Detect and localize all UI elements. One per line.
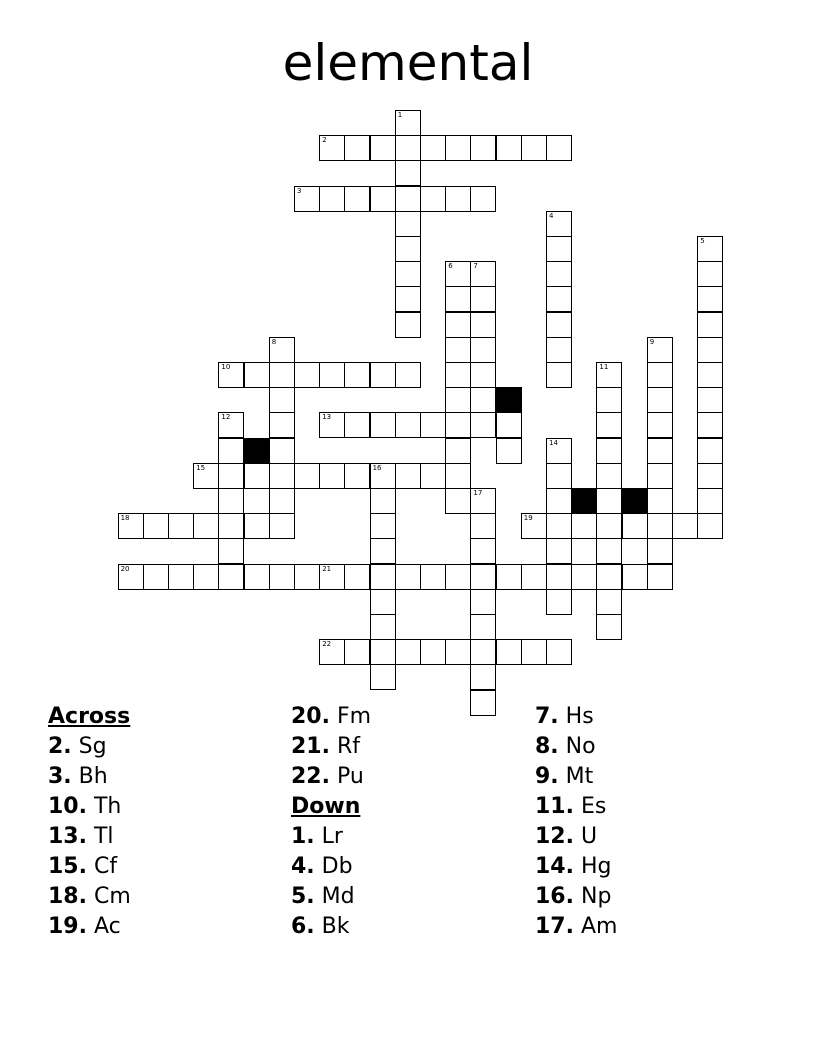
- grid-cell[interactable]: [269, 564, 295, 590]
- grid-cell[interactable]: [470, 564, 496, 590]
- grid-cell[interactable]: [697, 312, 723, 338]
- grid-cell[interactable]: [269, 412, 295, 438]
- grid-cell[interactable]: [193, 564, 219, 590]
- grid-cell[interactable]: [470, 639, 496, 665]
- clue-column-2: [291, 702, 521, 942]
- grid-cell[interactable]: [344, 135, 370, 161]
- grid-cell[interactable]: [395, 312, 421, 338]
- clue-text: Fm: [336, 704, 372, 729]
- grid-cell[interactable]: [596, 513, 622, 539]
- grid-cell[interactable]: [697, 412, 723, 438]
- grid-cell[interactable]: [420, 463, 446, 489]
- grid-cell[interactable]: [470, 261, 496, 287]
- grid-cell[interactable]: [445, 488, 471, 514]
- grid-cell[interactable]: [496, 135, 522, 161]
- clue-number: 6.: [291, 914, 315, 939]
- grid-cell[interactable]: [370, 664, 396, 690]
- grid-cell[interactable]: [370, 135, 396, 161]
- grid-cell[interactable]: [697, 488, 723, 514]
- clue-text: Am: [580, 914, 618, 939]
- grid-cell[interactable]: [470, 186, 496, 212]
- grid-cell[interactable]: [697, 463, 723, 489]
- grid-cell[interactable]: [420, 639, 446, 665]
- grid-cell[interactable]: [445, 438, 471, 464]
- clue-text: Hg: [580, 854, 612, 879]
- grid-cell[interactable]: [470, 312, 496, 338]
- grid-cell[interactable]: [697, 362, 723, 388]
- clue-number: 19.: [48, 914, 87, 939]
- grid-cell[interactable]: [496, 564, 522, 590]
- clue-number: 12.: [535, 824, 574, 849]
- clue-text: Db: [321, 854, 353, 879]
- clue-number-label: 8: [271, 337, 277, 346]
- clue-text: Sg: [78, 734, 107, 759]
- grid-cell[interactable]: [269, 387, 295, 413]
- grid-cell[interactable]: [647, 362, 673, 388]
- grid-cell[interactable]: [546, 211, 572, 237]
- grid-cell[interactable]: [244, 362, 270, 388]
- grid-cell[interactable]: [319, 135, 345, 161]
- grid-cell[interactable]: [546, 438, 572, 464]
- clue-text: Es: [580, 794, 607, 819]
- clue-number: 1.: [291, 824, 315, 849]
- clue-number-label: 13: [322, 413, 332, 422]
- grid-cell[interactable]: [218, 538, 244, 564]
- grid-cell[interactable]: [596, 438, 622, 464]
- block-cell: [244, 438, 270, 464]
- clue-number: 3.: [48, 764, 72, 789]
- block-cell: [496, 387, 522, 413]
- grid-cell[interactable]: [647, 438, 673, 464]
- grid-cell[interactable]: [647, 337, 673, 363]
- grid-cell[interactable]: [470, 614, 496, 640]
- grid-cell[interactable]: [319, 463, 345, 489]
- grid-cell[interactable]: [218, 488, 244, 514]
- grid-cell[interactable]: [395, 160, 421, 186]
- clue-item: [291, 822, 521, 852]
- grid-cell[interactable]: [470, 135, 496, 161]
- grid-cell[interactable]: [370, 412, 396, 438]
- grid-cell[interactable]: [168, 564, 194, 590]
- grid-cell[interactable]: [647, 538, 673, 564]
- grid-cell[interactable]: [244, 513, 270, 539]
- clue-number-label: 12: [221, 413, 231, 422]
- clue-number: 20.: [291, 704, 330, 729]
- clue-number: 21.: [291, 734, 330, 759]
- grid-cell[interactable]: [269, 513, 295, 539]
- clue-number-label: 6: [448, 262, 453, 271]
- clue-item: [535, 762, 765, 792]
- grid-cell[interactable]: [596, 412, 622, 438]
- grid-cell[interactable]: [344, 463, 370, 489]
- grid-cell[interactable]: [395, 261, 421, 287]
- grid-cell[interactable]: [697, 438, 723, 464]
- clue-number-label: 16: [372, 463, 382, 472]
- grid-cell[interactable]: [344, 186, 370, 212]
- grid-cell[interactable]: [546, 286, 572, 312]
- clue-number: 10.: [48, 794, 87, 819]
- clue-number: 22.: [291, 764, 330, 789]
- grid-cell[interactable]: [496, 412, 522, 438]
- grid-cell[interactable]: [370, 513, 396, 539]
- grid-cell[interactable]: [269, 438, 295, 464]
- clue-number: 16.: [535, 884, 574, 909]
- clue-item: [291, 762, 521, 792]
- grid-cell[interactable]: [319, 186, 345, 212]
- clue-number-label: 18: [120, 514, 130, 523]
- grid-cell[interactable]: [319, 564, 345, 590]
- grid-cell[interactable]: [596, 362, 622, 388]
- clue-text: Pu: [336, 764, 364, 789]
- grid-cell[interactable]: [193, 463, 219, 489]
- clue-text: Mt: [565, 764, 594, 789]
- grid-cell[interactable]: [370, 564, 396, 590]
- grid-cell[interactable]: [269, 337, 295, 363]
- grid-cell[interactable]: [521, 135, 547, 161]
- grid-cell[interactable]: [596, 589, 622, 615]
- clue-text: No: [565, 734, 596, 759]
- clue-number-label: 4: [549, 211, 554, 220]
- grid-cell[interactable]: [470, 412, 496, 438]
- clue-text: Hs: [565, 704, 594, 729]
- grid-cell[interactable]: [168, 513, 194, 539]
- grid-cell[interactable]: [546, 564, 572, 590]
- grid-cell[interactable]: [118, 564, 144, 590]
- clue-number: 18.: [48, 884, 87, 909]
- grid-cell[interactable]: [521, 639, 547, 665]
- clue-number-label: 19: [523, 514, 533, 523]
- grid-cell[interactable]: [622, 513, 648, 539]
- grid-cell[interactable]: [596, 614, 622, 640]
- clue-number-label: 14: [549, 438, 558, 447]
- grid-cell[interactable]: [395, 564, 421, 590]
- clue-number-label: 7: [473, 262, 478, 271]
- grid-cell[interactable]: [697, 236, 723, 262]
- grid-cell[interactable]: [294, 186, 320, 212]
- grid-cell[interactable]: [546, 135, 572, 161]
- grid-cell[interactable]: [319, 639, 345, 665]
- grid-cell[interactable]: [546, 589, 572, 615]
- clue-number: 5.: [291, 884, 315, 909]
- grid-cell[interactable]: [546, 261, 572, 287]
- grid-cell[interactable]: [294, 564, 320, 590]
- clue-item: [48, 822, 278, 852]
- grid-cell[interactable]: [697, 387, 723, 413]
- clue-number: 14.: [535, 854, 574, 879]
- grid-cell[interactable]: [370, 589, 396, 615]
- grid-cell[interactable]: [672, 513, 698, 539]
- grid-cell[interactable]: [546, 236, 572, 262]
- clue-text: Lr: [321, 824, 343, 849]
- grid-cell[interactable]: [218, 412, 244, 438]
- grid-cell[interactable]: [470, 664, 496, 690]
- grid-cell[interactable]: [470, 286, 496, 312]
- grid-cell[interactable]: [596, 463, 622, 489]
- clue-item: [535, 852, 765, 882]
- grid-cell[interactable]: [370, 614, 396, 640]
- clue-text: Ac: [93, 914, 121, 939]
- clue-section-heading: Across: [48, 704, 131, 729]
- grid-cell[interactable]: [470, 513, 496, 539]
- clue-number: 17.: [535, 914, 574, 939]
- clue-text: U: [580, 824, 598, 849]
- clue-text: Tl: [93, 824, 114, 849]
- grid-cell[interactable]: [596, 488, 622, 514]
- clue-number-label: 11: [599, 363, 609, 371]
- grid-cell[interactable]: [697, 261, 723, 287]
- grid-cell[interactable]: [244, 463, 270, 489]
- grid-cell[interactable]: [546, 639, 572, 665]
- grid-cell[interactable]: [647, 564, 673, 590]
- grid-cell[interactable]: [647, 412, 673, 438]
- grid-cell[interactable]: [546, 337, 572, 363]
- clue-number: 7.: [535, 704, 559, 729]
- clue-item: [535, 792, 765, 822]
- clue-text: Np: [580, 884, 612, 909]
- grid-cell[interactable]: [546, 463, 572, 489]
- grid-cell[interactable]: [470, 387, 496, 413]
- grid-cell[interactable]: [622, 564, 648, 590]
- clue-section-heading: Down: [291, 794, 361, 819]
- grid-cell[interactable]: [395, 362, 421, 388]
- clue-number: 11.: [535, 794, 574, 819]
- grid-cell[interactable]: [496, 639, 522, 665]
- grid-cell[interactable]: [395, 236, 421, 262]
- grid-cell[interactable]: [269, 488, 295, 514]
- block-cell: [571, 488, 597, 514]
- clue-text: Bh: [78, 764, 108, 789]
- clue-number-label: 10: [221, 363, 231, 371]
- grid-cell[interactable]: [596, 538, 622, 564]
- grid-cell[interactable]: [445, 639, 471, 665]
- grid-cell[interactable]: [647, 488, 673, 514]
- clue-text: Cm: [93, 884, 131, 909]
- grid-cell[interactable]: [496, 438, 522, 464]
- grid-cell[interactable]: [596, 387, 622, 413]
- clue-item: [535, 882, 765, 912]
- clue-item: [48, 792, 278, 822]
- grid-cell[interactable]: [370, 463, 396, 489]
- clue-item: [291, 732, 521, 762]
- grid-cell[interactable]: [647, 513, 673, 539]
- grid-cell[interactable]: [118, 513, 144, 539]
- grid-cell[interactable]: [445, 412, 471, 438]
- grid-cell[interactable]: [647, 387, 673, 413]
- clue-number: 13.: [48, 824, 87, 849]
- clue-item: [291, 702, 521, 732]
- clue-text: Md: [321, 884, 355, 909]
- grid-cell[interactable]: [420, 564, 446, 590]
- grid-cell[interactable]: [395, 639, 421, 665]
- clue-number: 9.: [535, 764, 559, 789]
- clue-item: [48, 852, 278, 882]
- grid-cell[interactable]: [546, 488, 572, 514]
- grid-cell[interactable]: [218, 438, 244, 464]
- grid-cell[interactable]: [445, 564, 471, 590]
- grid-cell[interactable]: [294, 362, 320, 388]
- clue-item: [48, 882, 278, 912]
- clue-number-label: 22: [322, 640, 332, 649]
- grid-cell[interactable]: [445, 186, 471, 212]
- grid-cell[interactable]: [319, 362, 345, 388]
- grid-cell[interactable]: [445, 337, 471, 363]
- grid-cell[interactable]: [218, 362, 244, 388]
- grid-cell[interactable]: [370, 538, 396, 564]
- grid-cell[interactable]: [546, 538, 572, 564]
- clue-item: [48, 732, 278, 762]
- clue-number-label: 1: [397, 111, 403, 119]
- block-cell: [622, 488, 648, 514]
- grid-cell[interactable]: [697, 513, 723, 539]
- grid-cell[interactable]: [546, 362, 572, 388]
- grid-cell[interactable]: [647, 463, 673, 489]
- grid-cell[interactable]: [420, 135, 446, 161]
- grid-cell[interactable]: [521, 564, 547, 590]
- clue-number-label: 21: [322, 564, 332, 573]
- grid-cell[interactable]: [395, 186, 421, 212]
- grid-cell[interactable]: [470, 362, 496, 388]
- clue-number: 15.: [48, 854, 87, 879]
- clue-item: [535, 702, 765, 732]
- grid-cell[interactable]: [269, 463, 295, 489]
- clue-text: Bk: [321, 914, 350, 939]
- grid-cell[interactable]: [294, 463, 320, 489]
- clue-number-label: 15: [196, 463, 206, 472]
- grid-cell[interactable]: [445, 362, 471, 388]
- grid-cell[interactable]: [420, 412, 446, 438]
- grid-cell[interactable]: [470, 488, 496, 514]
- grid-cell[interactable]: [370, 488, 396, 514]
- clue-item: [535, 732, 765, 762]
- clue-text: Th: [93, 794, 122, 819]
- clue-item: [48, 912, 278, 942]
- grid-cell[interactable]: [218, 463, 244, 489]
- clue-item: [48, 762, 278, 792]
- grid-cell[interactable]: [470, 589, 496, 615]
- clue-number-label: 20: [120, 564, 130, 573]
- grid-cell[interactable]: [370, 186, 396, 212]
- clue-item: [291, 852, 521, 882]
- grid-cell[interactable]: [445, 261, 471, 287]
- clue-item: [291, 882, 521, 912]
- grid-cell[interactable]: [395, 135, 421, 161]
- grid-cell[interactable]: [546, 513, 572, 539]
- clue-text: Cf: [93, 854, 118, 879]
- grid-cell[interactable]: [344, 412, 370, 438]
- clue-number: 8.: [535, 734, 559, 759]
- grid-cell[interactable]: [571, 564, 597, 590]
- grid-cell[interactable]: [445, 463, 471, 489]
- grid-cell[interactable]: [470, 337, 496, 363]
- grid-cell[interactable]: [218, 564, 244, 590]
- puzzle-title: elemental: [282, 34, 534, 92]
- clue-column-3: [535, 702, 765, 942]
- grid-cell[interactable]: [193, 513, 219, 539]
- clue-number-label: 2: [322, 136, 327, 145]
- grid-cell[interactable]: [218, 513, 244, 539]
- grid-cell[interactable]: [445, 312, 471, 338]
- grid-cell[interactable]: [395, 412, 421, 438]
- grid-cell[interactable]: [546, 312, 572, 338]
- grid-cell[interactable]: [344, 564, 370, 590]
- grid-cell[interactable]: [596, 564, 622, 590]
- clue-number: 2.: [48, 734, 72, 759]
- clue-text: Rf: [336, 734, 361, 759]
- clue-column-1: [48, 702, 278, 942]
- grid-cell[interactable]: [571, 513, 597, 539]
- grid-cell[interactable]: [395, 110, 421, 136]
- clue-item: [535, 822, 765, 852]
- grid-cell[interactable]: [470, 538, 496, 564]
- grid-cell[interactable]: [445, 135, 471, 161]
- grid-cell[interactable]: [370, 639, 396, 665]
- grid-cell[interactable]: [395, 286, 421, 312]
- grid-cell[interactable]: [445, 387, 471, 413]
- grid-cell[interactable]: [420, 186, 446, 212]
- grid-cell[interactable]: [344, 639, 370, 665]
- clue-number-label: 17: [473, 489, 483, 497]
- clue-number-label: 5: [700, 237, 705, 245]
- grid-cell[interactable]: [395, 463, 421, 489]
- grid-cell[interactable]: [244, 564, 270, 590]
- grid-cell[interactable]: [344, 362, 370, 388]
- grid-cell[interactable]: [319, 412, 345, 438]
- grid-cell[interactable]: [370, 362, 396, 388]
- grid-cell[interactable]: [697, 337, 723, 363]
- clue-number-label: 3: [297, 186, 302, 195]
- grid-cell[interactable]: [143, 513, 169, 539]
- grid-cell[interactable]: [445, 286, 471, 312]
- grid-cell[interactable]: [395, 211, 421, 237]
- clue-item: [535, 912, 765, 942]
- grid-cell[interactable]: [269, 362, 295, 388]
- clue-number-label: 9: [649, 337, 655, 346]
- clue-number: 4.: [291, 854, 315, 879]
- grid-cell[interactable]: [521, 513, 547, 539]
- grid-cell[interactable]: [143, 564, 169, 590]
- grid-cell[interactable]: [697, 286, 723, 312]
- clue-item: [291, 912, 521, 942]
